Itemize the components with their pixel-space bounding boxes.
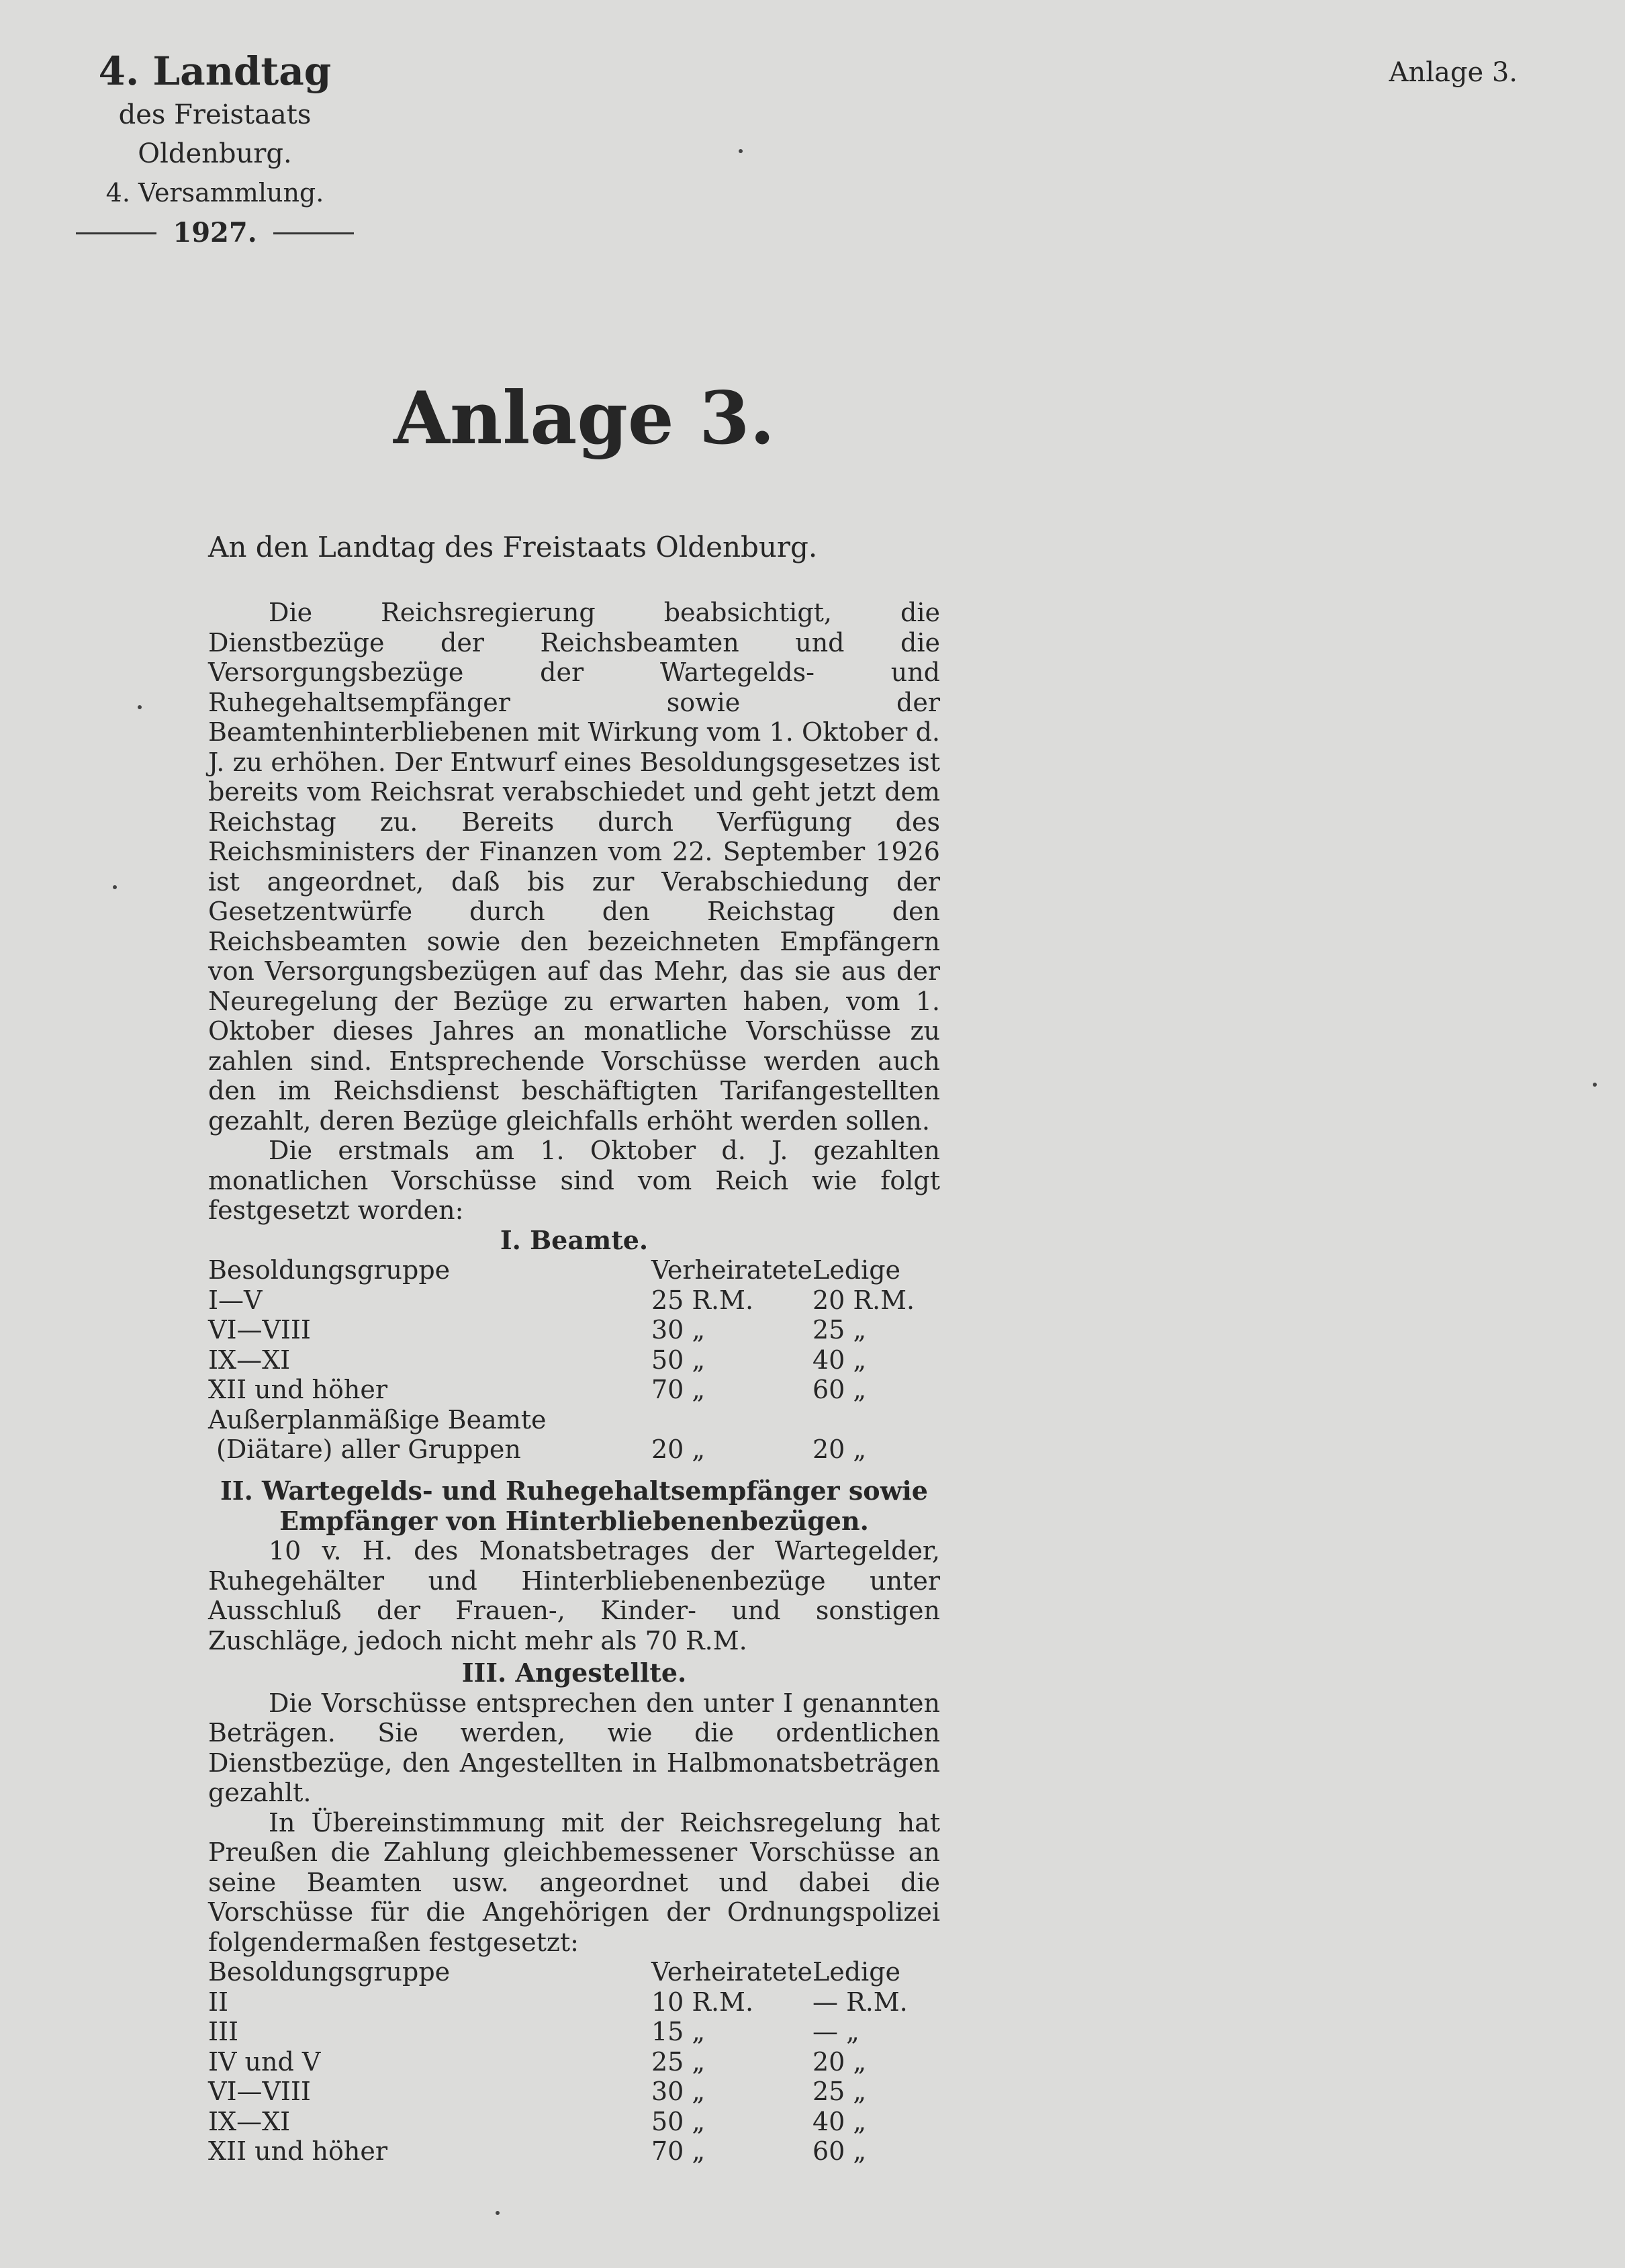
header-anlage-label: Anlage 3. (1389, 57, 1518, 88)
table-row (208, 1285, 940, 1316)
column-header-married: Verheiratete (651, 1957, 812, 1987)
cell-group: IX—XI (208, 1345, 291, 1375)
table-row (208, 2017, 940, 2047)
paper-speck (739, 149, 743, 153)
table-row (208, 1435, 940, 1465)
paper-speck (1593, 1083, 1597, 1087)
header-rule-right (273, 232, 354, 234)
header-year: 1927. (173, 217, 257, 248)
column-header-group: Besoldungsgruppe (208, 1255, 451, 1285)
paragraph-ruhegehalt: 10 v. H. des Monatsbetrages der Wartegelder, Ruhegehälter und Hinterbliebenenbezüge unter Ausschluß der Frauen-, Kinder- und sonstigen Zuschläge, jedoch nicht mehr als 70 R.M. (208, 1536, 940, 1655)
cell-single: 25 „ (812, 1315, 867, 1345)
cell-single: 20 R.M. (812, 1285, 915, 1315)
table-row (208, 2047, 940, 2077)
main-text-column (208, 598, 940, 1465)
paragraph-angestellte: Die Vorschüsse entsprechen den unter I genannten Beträgen. Sie werden, wie die ordentlichen Dienstbezüge, den Angestellten in Halbmonatsbeträgen gezahlt. (208, 1688, 940, 1807)
cell-group: I—V (208, 1285, 263, 1315)
cell-married: 70 „ (651, 1375, 706, 1404)
cell-group: VI—VIII (208, 2077, 311, 2106)
table-row (208, 2107, 940, 2137)
paragraph-preussen: In Übereinstimmung mit der Reichsregelung hat Preußen die Zahlung gleichbemessener Vorschüsse an seine Beamten usw. angeordnet und dabei die Vorschüsse für die Angehörigen der Ordnungspolizei folgendermaßen festgesetzt: (208, 1807, 940, 1957)
cell-group: III (208, 2017, 239, 2046)
cell-single: 60 „ (812, 2136, 867, 2166)
column-header-married: Verheiratete (651, 1255, 812, 1285)
page-title: Anlage 3. (393, 376, 775, 461)
address-line: An den Landtag des Freistaats Oldenburg. (208, 531, 818, 563)
cell-married: 25 R.M. (651, 1285, 754, 1315)
table-header-row (208, 1957, 940, 1987)
cell-married: 50 „ (651, 2106, 706, 2136)
cell-group: Außerplanmäßige Beamte (208, 1404, 547, 1435)
cell-group: XII und höher (208, 2136, 387, 2166)
table-row (208, 1315, 940, 1345)
header-state: des Freistaats Oldenburg. (118, 99, 312, 169)
column-header-single: Ledige (812, 1255, 901, 1285)
cell-single: 60 „ (812, 1375, 867, 1404)
cell-single: 40 „ (812, 2106, 867, 2136)
cell-married: 50 „ (651, 1345, 706, 1375)
section-ruhegehalt (208, 1476, 940, 2167)
paragraph-advances: Die erstmals am 1. Oktober d. J. gezahlten monatlichen Vorschüsse sind vom Reich wie folgt festgesetzt worden: (208, 1136, 940, 1225)
table-ordnungspolizei (208, 1957, 940, 2167)
paper-speck (138, 705, 142, 709)
table-beamte (208, 1255, 940, 1465)
paper-speck (496, 2211, 500, 2215)
paragraph-intro: Die Reichsregierung beabsichtigt, die Dienstbezüge der Reichsbeamten und die Versorgungsbezüge der Wartegelds- und Ruhegehaltsempfänger sowie der Beamtenhinterbliebenen mit Wirkung vom 1. Oktober d. J. zu erhöhen. Der Entwurf eines Besoldungsgesetzes ist bereits vom Reichsrat verabschiedet und geht jetzt dem Reichstag zu. Bereits durch Verfügung des Reichsministers der Finanzen vom 22. September 1926 ist angeordnet, daß bis zur Verabschiedung der Gesetzentwürfe durch den Reichstag den Reichsbeamten sowie den bezeichneten Empfängern von Versorgungsbezügen auf das Mehr, das sie aus der Neuregelung der Bezüge zu erwarten haben, vom 1. Oktober dieses Jahres an monatliche Vorschüsse zu zahlen sind. Entsprechende Vorschüsse werden auch den im Reichsdienst beschäftigten Tarifangestellten gezahlt, deren Bezüge gleichfalls erhöht werden sollen. (208, 598, 940, 1136)
table-header-row (208, 1255, 940, 1285)
cell-single: 40 „ (812, 1345, 867, 1375)
table-row (208, 1405, 940, 1435)
cell-single: — R.M. (812, 1987, 908, 2017)
header-landtag: 4. Landtag (98, 48, 332, 94)
cell-married: 30 „ (651, 2077, 706, 2106)
cell-single (812, 1405, 940, 1435)
section-heading-beamte: I. Beamte. (500, 1224, 649, 1255)
cell-single: 25 „ (812, 2077, 867, 2106)
cell-married: 70 „ (651, 2136, 706, 2166)
paper-speck (113, 885, 117, 889)
cell-group: IV und V (208, 2046, 321, 2077)
cell-married: 20 „ (651, 1435, 706, 1464)
column-header-single: Ledige (812, 1957, 901, 1987)
section-heading-angestellte: III. Angestellte. (461, 1658, 687, 1688)
table-row (208, 1375, 940, 1405)
table-row (208, 2136, 940, 2167)
table-row (208, 1987, 940, 2017)
cell-married (651, 1405, 812, 1435)
cell-married: 15 „ (651, 2017, 706, 2046)
section-heading-ruhegehalt-2: Empfänger von Hinterbliebenenbezügen. (279, 1505, 869, 1536)
column-header-group: Besoldungsgruppe (208, 1957, 451, 1987)
table-row (208, 2077, 940, 2107)
header-year-row (60, 212, 369, 254)
cell-single: 20 „ (812, 2046, 867, 2077)
section-heading-ruhegehalt-1: II. Wartegelds- und Ruhegehaltsempfänger sowie (220, 1476, 928, 1506)
cell-married: 10 R.M. (651, 1987, 754, 2017)
table-row (208, 1345, 940, 1375)
cell-married: 25 „ (651, 2046, 706, 2077)
cell-single: — „ (812, 2017, 860, 2046)
document-header (60, 47, 369, 254)
cell-group: II (208, 1987, 229, 2017)
cell-group: VI—VIII (208, 1315, 311, 1345)
header-rule-left (76, 232, 156, 234)
cell-group: XII und höher (208, 1375, 387, 1404)
header-session: 4. Versammlung. (105, 178, 324, 208)
cell-group: (Diätare) aller Gruppen (216, 1435, 521, 1464)
cell-group: IX—XI (208, 2106, 291, 2136)
cell-married: 30 „ (651, 1315, 706, 1345)
cell-single: 20 „ (812, 1435, 867, 1464)
